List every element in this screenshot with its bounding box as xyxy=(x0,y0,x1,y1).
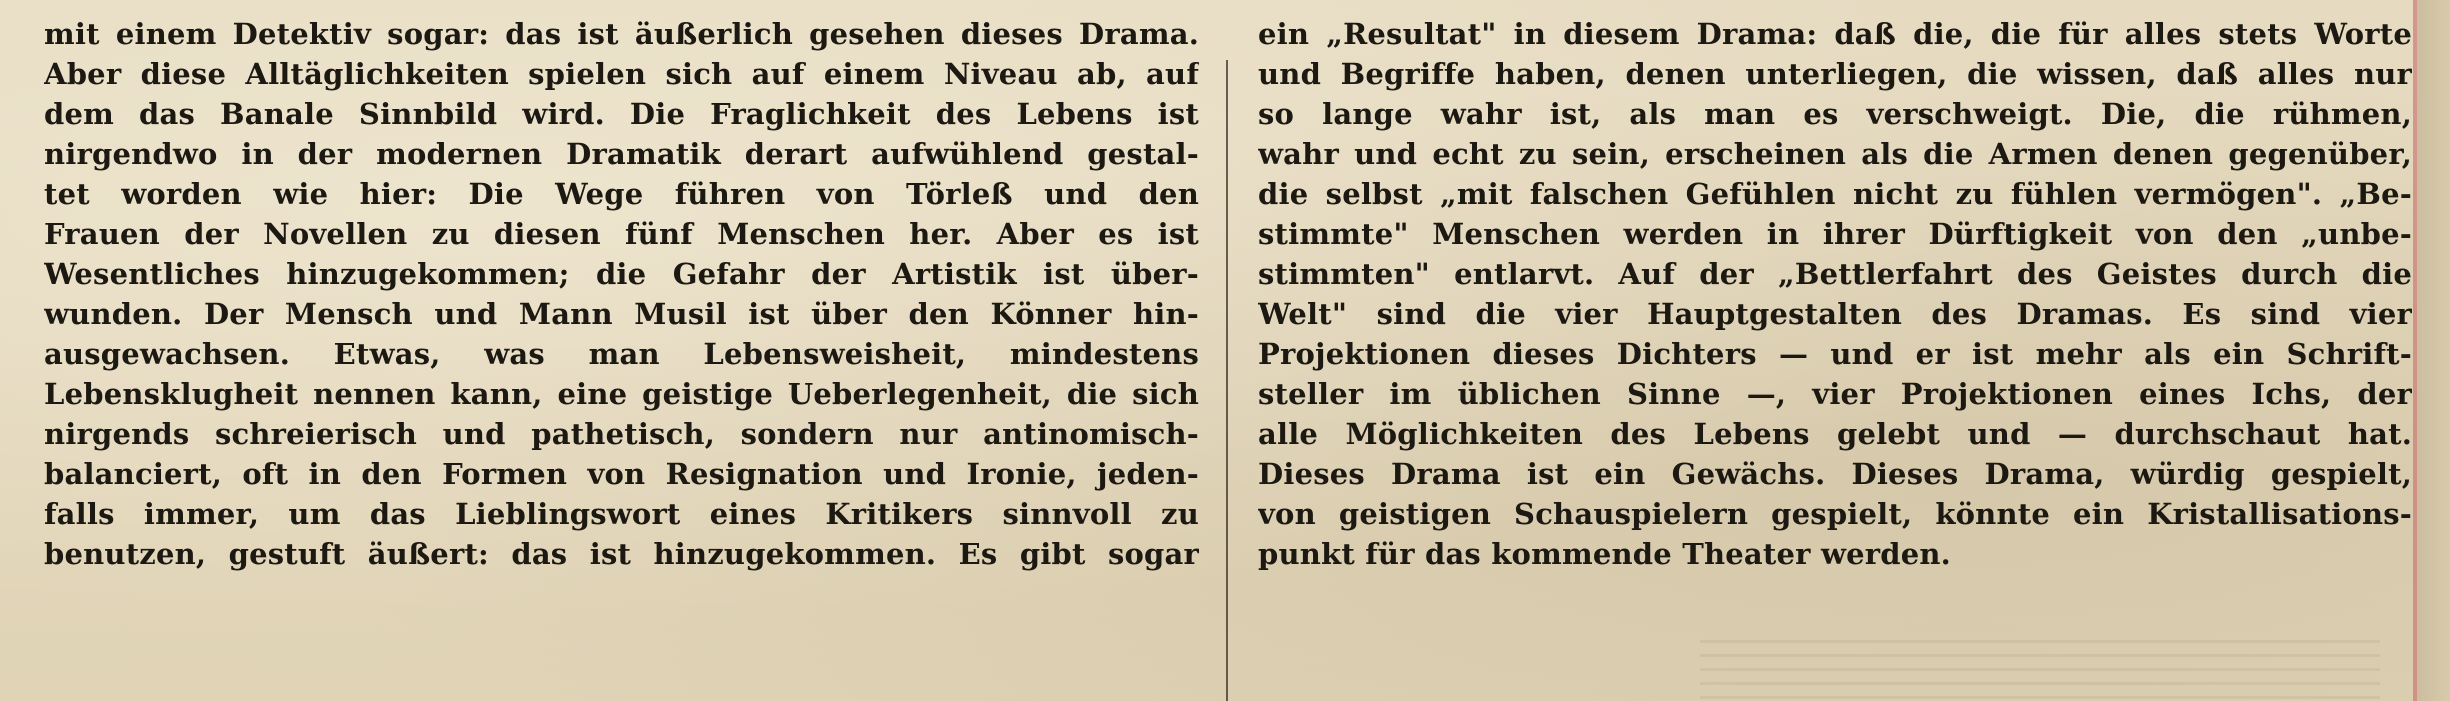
text-line: und Begriffe haben, denen unterliegen, die wissen, daß alles nur xyxy=(1258,57,2412,91)
text-line: balanciert, oft in den Formen von Resignation und Ironie, jeden- xyxy=(44,457,1199,491)
text-line: ein „Resultat" in diesem Drama: daß die, die für alles stets Worte xyxy=(1258,17,2412,51)
text-line: punkt für das kommende Theater werden. xyxy=(1258,537,1951,571)
text-line: stimmte" Menschen werden in ihrer Dürftigkeit von den „unbe- xyxy=(1258,217,2412,251)
text-line: Projektionen dieses Dichters — und er ist mehr als ein Schrift- xyxy=(1258,337,2412,371)
text-line: Wesentliches hinzugekommen; die Gefahr der Artistik ist über- xyxy=(44,257,1199,291)
text-line: ausgewachsen. Etwas, was man Lebensweisheit, mindestens xyxy=(44,337,1199,371)
text-line: alle Möglichkeiten des Lebens gelebt und — durchschaut hat. xyxy=(1258,417,2412,451)
left-column xyxy=(44,14,1199,574)
page-edge-strip xyxy=(2417,0,2450,701)
text-line: nirgends schreierisch und pathetisch, sondern nur antinomisch- xyxy=(44,417,1199,451)
text-line: tet worden wie hier: Die Wege führen von Törleß und den xyxy=(44,177,1199,211)
text-line: steller im üblichen Sinne —, vier Projektionen eines Ichs, der xyxy=(1258,377,2412,411)
text-line: Lebensklugheit nennen kann, eine geistige Ueberlegenheit, die sich xyxy=(44,377,1199,411)
text-line: so lange wahr ist, als man es verschweigt. Die, die rühmen, xyxy=(1258,97,2412,131)
text-line: falls immer, um das Lieblingswort eines Kritikers sinnvoll zu xyxy=(44,497,1199,531)
text-line: mit einem Detektiv sogar: das ist äußerlich gesehen dieses Drama. xyxy=(44,17,1199,51)
text-line: Frauen der Novellen zu diesen fünf Menschen her. Aber es ist xyxy=(44,217,1199,251)
text-line: Welt" sind die vier Hauptgestalten des Dramas. Es sind vier xyxy=(1258,297,2412,331)
text-line: von geistigen Schauspielern gespielt, könnte ein Kristallisations- xyxy=(1258,497,2412,531)
text-line: stimmten" entlarvt. Auf der „Bettlerfahrt des Geistes durch die xyxy=(1258,257,2412,291)
right-column xyxy=(1258,14,2412,574)
text-line: benutzen, gestuft äußert: das ist hinzugekommen. Es gibt sogar xyxy=(44,537,1199,571)
text-line: wunden. Der Mensch und Mann Musil ist über den Könner hin- xyxy=(44,297,1199,331)
text-line: Dieses Drama ist ein Gewächs. Dieses Drama, würdig gespielt, xyxy=(1258,457,2412,491)
text-line: die selbst „mit falschen Gefühlen nicht zu fühlen vermögen". „Be- xyxy=(1258,177,2412,211)
column-divider xyxy=(1226,60,1228,701)
bleed-through-texture xyxy=(1700,640,2380,700)
text-line: nirgendwo in der modernen Dramatik derart aufwühlend gestal- xyxy=(44,137,1199,171)
text-line: dem das Banale Sinnbild wird. Die Fraglichkeit des Lebens ist xyxy=(44,97,1199,131)
text-line: Aber diese Alltäglichkeiten spielen sich auf einem Niveau ab, auf xyxy=(44,57,1199,91)
text-line: wahr und echt zu sein, erscheinen als die Armen denen gegenüber, xyxy=(1258,137,2412,171)
